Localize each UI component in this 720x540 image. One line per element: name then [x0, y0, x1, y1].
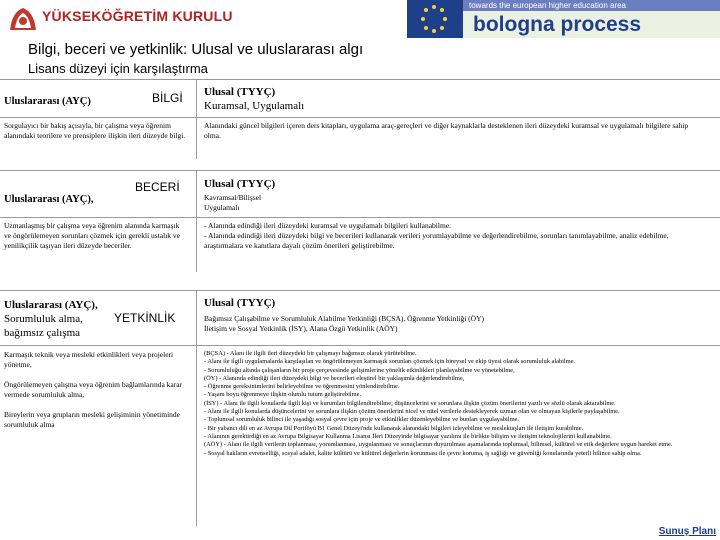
- section3-left-items: [4, 350, 190, 430]
- section3-left-item: Öngörülemeyen çalışma veya öğrenim bağlamlarında karar vermede sorumluluk alma,: [4, 380, 183, 399]
- section3-right-text: [204, 350, 714, 458]
- section3-right-line: - Alanı ile ilgili uygulamalarda karşılaşılan ve öngörülemeyen karmaşık sorunları çözmek için bireysel ve ekip üyesi olarak sorumluluk alabilme.: [204, 358, 576, 366]
- divider: [0, 170, 720, 171]
- divider: [0, 290, 720, 291]
- section3-right-line: - Bir yabancı dili en az Avrupa Dil Portföyü B1 Genel Düzeyi'nde kullanarak alanındaki bilgileri izleyebilme ve meslektaşları ile iletişim kurabilme.: [204, 424, 584, 432]
- section3-right-line: - Toplumsal sorumluluk bilinci ile yaşadığı sosyal çevre için proje ve etkinlikler düzenleyebilme ve bunları uygulayabilme.: [204, 416, 519, 424]
- column-divider: [196, 290, 197, 526]
- column-divider: [196, 170, 197, 272]
- section2-left-text: Uzmanlaşmış bir çalışma veya öğrenim alanında karmaşık ve öngörülemeyen sorunları çözmek için gerekli ustalık ve yenilikçilik taşıyan ileri düzeyde beceriler.: [4, 221, 180, 250]
- logo-text: YÜKSEKÖĞRETİM KURULU: [42, 8, 233, 24]
- section2-right-label: Ulusal (TYYÇ): [204, 178, 276, 190]
- section3-left-item: Bireylerin veya grupların mesleki gelişiminin yönetiminde sorumluluk alma: [4, 410, 181, 429]
- presentation-plan-link[interactable]: Sunuş Planı: [658, 526, 716, 537]
- divider: [0, 117, 720, 118]
- section3-right-line: - Öğrenme gereksinimlerini belirleyebilme ve öğrenmesini yönlendirebilme.: [204, 383, 400, 391]
- yok-emblem-icon: [6, 4, 40, 34]
- section3-right-line: - Alanının gerektirdiği en az Avrupa Bilgisayar Kullanma Lisansı İleri Düzeyinde bilgisayar yazılımı ile birlikte bilişim ve iletişim teknolojilerini kullanabilme.: [204, 432, 612, 440]
- section3-right-sub-line: Bağımsız Çalışabilme ve Sorumluluk Alabilme Yetkinliği (BÇSA), Öğrenme Yetkinliği (ÖY): [204, 314, 484, 323]
- section2-category: BECERİ: [135, 180, 180, 194]
- page-title: Bilgi, beceri ve yetkinlik: Ulusal ve uluslararası algı: [28, 41, 364, 58]
- bologna-banner: [407, 0, 720, 38]
- section3-right-sub: [204, 314, 714, 334]
- section2-left-label: Uluslararası (AYÇ),: [4, 194, 94, 205]
- section1-left-text: Sorgulayıcı bir bakış açısıyla, bir çalışma veya öğrenim alanındaki teorilere ve prensiplere ilişkin ileri düzeyde bilgi.: [4, 121, 186, 140]
- section3-right-line: - Yaşam boyu öğrenmeye ilişkin olumlu tutum geliştirebilme.: [204, 391, 362, 399]
- section1-right-sub: Kuramsal, Uygulamalı: [204, 100, 305, 112]
- bologna-strip: towards the european higher education area: [463, 0, 720, 11]
- section3-category: YETKİNLİK: [114, 311, 176, 325]
- section3-right-sub-line: İletişim ve Sosyal Yetkinlik (İSY), Alana Özgü Yetkinlik (AÖY): [204, 324, 398, 333]
- section3-left-label: Uluslararası (AYÇ),: [4, 299, 98, 311]
- section2-right-sub2: Uygulamalı: [204, 203, 240, 212]
- divider: [0, 79, 720, 80]
- section1-category: BİLGİ: [152, 91, 183, 105]
- section3-right-line: - Alanı ile ilgili konularda düşüncelerini ve sorunlara ilişkin çözüm önerilerini nicel ve nitel verilerle destekleyerek uzman olan ve olmayan kişilerle paylaşabilme.: [204, 408, 620, 416]
- section3-right-line: (ÖY) - Alanında edindiği ileri düzeydeki bilgi ve becerileri eleştirel bir yaklaşımla değerlendirebilme,: [204, 374, 465, 382]
- section2-right-sub: Kavramsal/Bilişsel: [204, 193, 262, 202]
- divider: [0, 345, 720, 346]
- section3-right-line: - Sorumluluğu altında çalışanların bir proje çerçevesinde gelişimlerine yönelik etkinlikleri planlayabilme ve yönetebilme,: [204, 366, 515, 374]
- page-subtitle: Lisans düzeyi için karşılaştırma: [28, 61, 208, 76]
- section3-right-label: Ulusal (TYYÇ): [204, 297, 276, 309]
- section2-right-line: - Alanında edindiği ileri düzeydeki kuramsal ve uygulamalı bilgileri kullanabilme.: [204, 221, 452, 230]
- section1-left-label: Uluslararası (AYÇ): [4, 96, 91, 107]
- section3-left-labels: [4, 298, 98, 340]
- yok-logo: [6, 2, 233, 36]
- section3-right-line: (İSY) - Alanı ile ilgili konularda ilgili kişi ve kurumları bilgilendirebilme; düşüncelerini ve sorunlara ilişkin çözüm önerilerini yazılı ve sözlü olarak aktarabilme.: [204, 399, 616, 407]
- section1-right-text: Alanındaki güncel bilgileri içeren ders kitapları, uygulama araç-gereçleri ve diğer kaynaklarla desteklenen ileri düzeydeki kuramsal ve uygulamalı bilgilere sahip olma.: [204, 121, 689, 140]
- header: [0, 0, 720, 40]
- section3-left-label3: bağımsız çalışma: [4, 327, 81, 339]
- divider: [0, 217, 720, 218]
- section3-right-line: - Sosyal hakların evrenselliği, sosyal adalet, kalite kültürü ve kültürel değerlerin korunması ile çevre koruma, iş sağlığı ve güvenliği konularında yeterli bilince sahip olma.: [204, 449, 642, 457]
- section3-right-line: (AÖY) - Alanı ile ilgili verilerin toplanması, yorumlanması, uygulanması ve sonuçlarının duyurulması aşamalarında toplumsal, bilimsel, kültürel ve etik değerlere uygun hareket etme.: [204, 441, 673, 449]
- eu-stars-icon: [407, 0, 461, 38]
- section1-right-label: Ulusal (TYYÇ): [204, 86, 276, 98]
- section2-right-line: - Alanında edindiği ileri düzeydeki bilgi ve becerileri kullanarak verileri yorumlayabilme ve değerlendirebilme, sorunları tanımlayabilme, analiz edebilme, araştırmalara ve kanıtlara dayalı çözüm önerileri geliştirebilme.: [204, 231, 669, 250]
- section3-left-item: Karmaşık teknik veya mesleki etkinlikleri veya projeleri yönetme,: [4, 350, 174, 369]
- section2-right-text: [204, 221, 704, 251]
- column-divider: [196, 79, 197, 159]
- bologna-title: bologna process: [463, 11, 720, 38]
- section3-right-line: (BÇSA) - Alanı ile ilgili ileri düzeydeki bir çalışmayı bağımsız olarak yürütebilme.: [204, 350, 417, 357]
- section3-left-label2: Sorumluluk alma,: [4, 313, 83, 325]
